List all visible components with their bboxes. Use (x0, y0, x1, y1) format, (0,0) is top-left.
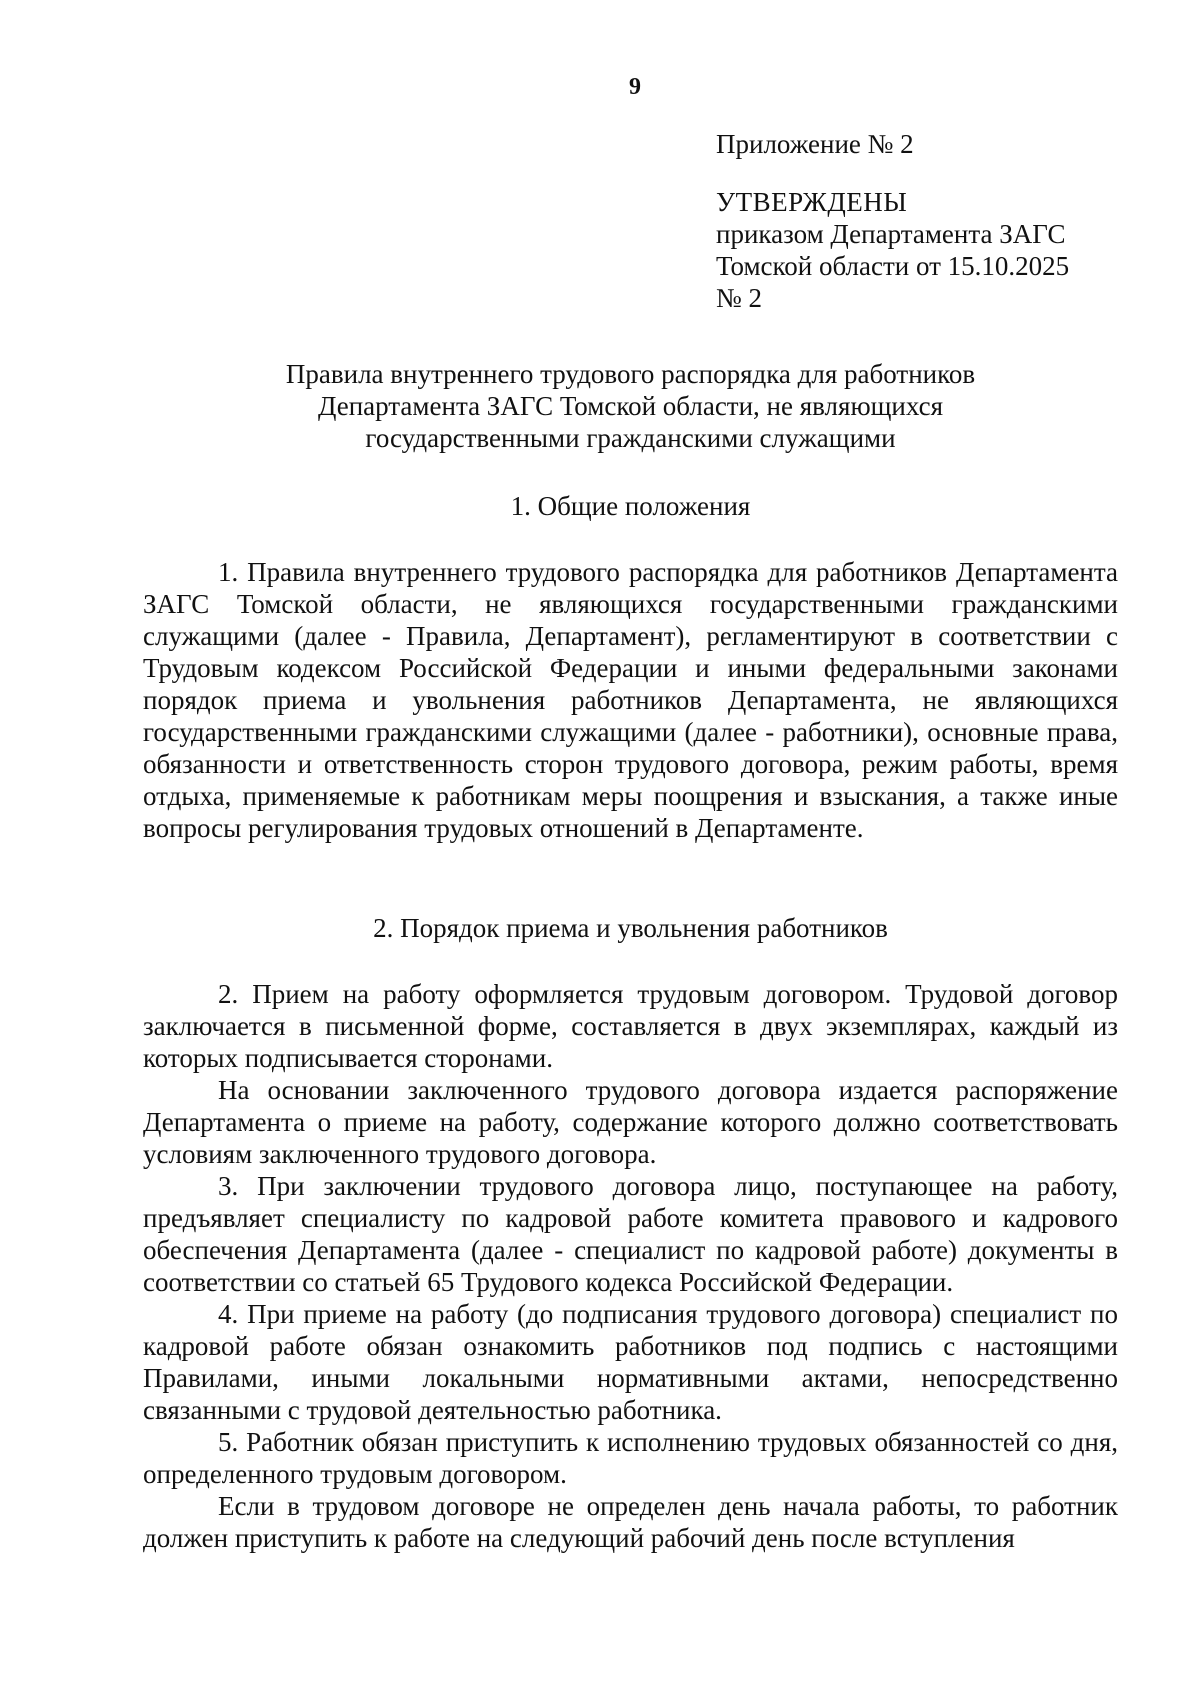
approval-line: № 2 (716, 283, 763, 313)
approval-line: Томской области от 15.10.2025 (716, 251, 1070, 281)
section-heading-hiring: 2. Порядок приема и увольнения работников (373, 913, 888, 943)
section-general-body (143, 556, 1118, 844)
approval-block (716, 128, 1156, 314)
paragraph: Если в трудовом договоре не определен день начала работы, то работник должен приступить к работе на следующий рабочий день после вступления (143, 1491, 1118, 1553)
document-title-line: государственными гражданскими служащими (365, 423, 896, 453)
annex-label: Приложение № 2 (716, 129, 914, 159)
paragraph: 1. Правила внутреннего трудового распорядка для работников Департамента ЗАГС Томской области, не являющихся государственными гражданскими служащими (далее - Правила, Департамент), регламентируют в соответствии с Трудовым кодексом Российской Федерации и иными федеральными законами порядок приема и увольнения работников Департамента, не являющихся государственными гражданскими служащими (далее - работники), основные права, обязанности и ответственность сторон трудового договора, режим работы, время отдыха, применяемые к работникам меры поощрения и взыскания, а также иные вопросы регулирования трудовых отношений в Департаменте. (143, 557, 1118, 843)
section-heading-general: 1. Общие положения (510, 491, 751, 521)
document-title-line: Департамента ЗАГС Томской области, не являющихся (318, 391, 943, 421)
document-title-line: Правила внутреннего трудового распорядка для работников (285, 359, 976, 389)
approved-label: УТВЕРЖДЕНЫ (716, 187, 908, 217)
page-number: 9 (629, 74, 641, 100)
paragraph: 4. При приеме на работу (до подписания трудового договора) специалист по кадровой работе обязан ознакомить работников под подпись с настоящими Правилами, иными локальными нормативными актами, непосредственно связанными с трудовой деятельностью работника. (143, 1299, 1118, 1425)
paragraph: 2. Прием на работу оформляется трудовым договором. Трудовой договор заключается в письменной форме, составляется в двух экземплярах, каждый из которых подписывается сторонами. (143, 979, 1118, 1073)
paragraph: На основании заключенного трудового договора издается распоряжение Департамента о приеме на работу, содержание которого должно соответствовать условиям заключенного трудового договора. (143, 1075, 1118, 1169)
section-hiring-body (143, 978, 1118, 1554)
paragraph: 3. При заключении трудового договора лицо, поступающее на работу, предъявляет специалисту по кадровой работе комитета правового и кадрового обеспечения Департамента (далее - специалист по кадровой работе) документы в соответствии со статьей 65 Трудового кодекса Российской Федерации. (143, 1171, 1118, 1297)
document-title (143, 358, 1118, 454)
paragraph: 5. Работник обязан приступить к исполнению трудовых обязанностей со дня, определенного трудовым договором. (143, 1427, 1118, 1489)
approval-line: приказом Департамента ЗАГС (716, 219, 1066, 249)
